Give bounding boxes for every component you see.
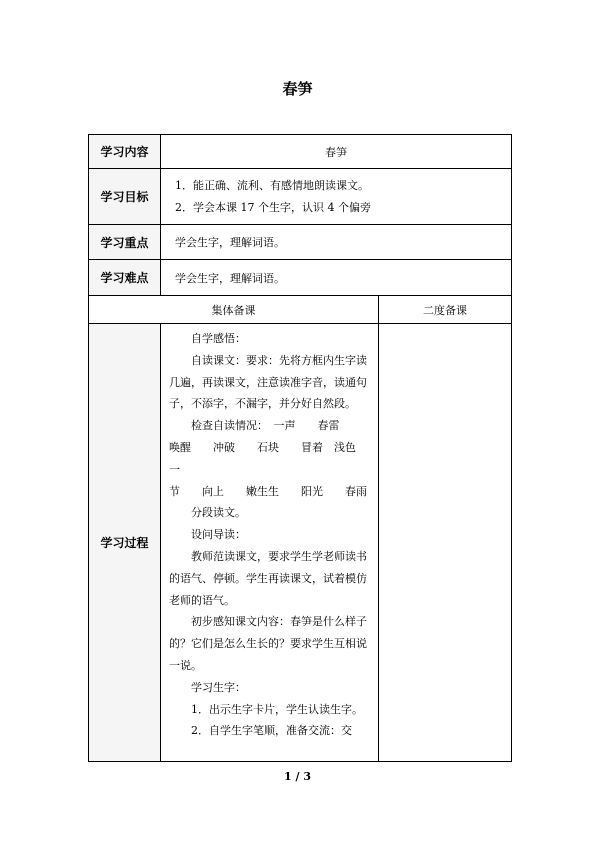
header-collective: 集体备课 (89, 296, 379, 324)
lesson-plan-table (88, 134, 512, 762)
process-paragraph: 节 向上 嫩生生 阳光 春雨 (169, 484, 367, 498)
process-paragraph: 设问导读： (191, 528, 246, 542)
goal-item-1: 1．能正确、流利、有感情地朗读课文。 (175, 178, 369, 192)
process-paragraph: 2．自学生字笔顺，准备交流：交 (191, 724, 352, 738)
header-secondary: 二度备课 (379, 296, 512, 324)
value-difficulty: 学会生字，理解词语。 (161, 260, 512, 296)
label-goal: 学习目标 (89, 169, 161, 225)
secondary-notes-cell (379, 324, 512, 762)
process-content (161, 324, 379, 762)
process-paragraph: 检查自读情况： 一声 春雷 (191, 419, 340, 433)
page-number: 1 / 3 (284, 770, 311, 783)
row-content (89, 135, 512, 169)
row-process (89, 324, 512, 762)
process-paragraph: 初步感知课文内容：春笋是什么样子的？它们是怎么生长的？要求学生互相说一说。 (169, 615, 367, 672)
value-key: 学会生字，理解词语。 (161, 225, 512, 260)
process-paragraph: 自读课文：要求：先将方框内生字读几遍，再读课文，注意读准字音，读通句子，不添字，不漏字，并分好自然段。 (169, 353, 367, 411)
process-paragraph: 1．出示生字卡片，学生认读生字。 (191, 702, 363, 716)
process-paragraph: 学习生字： (191, 680, 246, 694)
label-difficulty: 学习难点 (89, 260, 161, 296)
row-difficulty (89, 260, 512, 296)
process-paragraph: 自学感悟： (191, 332, 246, 345)
value-content: 春笋 (161, 135, 512, 169)
row-goal (89, 169, 512, 225)
page-title: 春笋 (282, 80, 313, 98)
label-key: 学习重点 (89, 225, 161, 260)
row-header (89, 296, 512, 324)
value-goal (161, 169, 512, 225)
goal-item-2: 2．学会本课 17 个生字，认识 4 个偏旁 (175, 200, 371, 214)
process-paragraph: 唤醒 冲破 石块 冒着 浅色 一 (169, 440, 367, 476)
label-process: 学习过程 (89, 324, 161, 762)
process-paragraph: 教师范读课文，要求学生学老师读书的语气、停顿。学生再读课文，试着模仿老师的语气。 (169, 549, 367, 607)
process-paragraph: 分段读文。 (191, 506, 246, 520)
label-content: 学习内容 (89, 135, 161, 169)
row-key (89, 225, 512, 260)
